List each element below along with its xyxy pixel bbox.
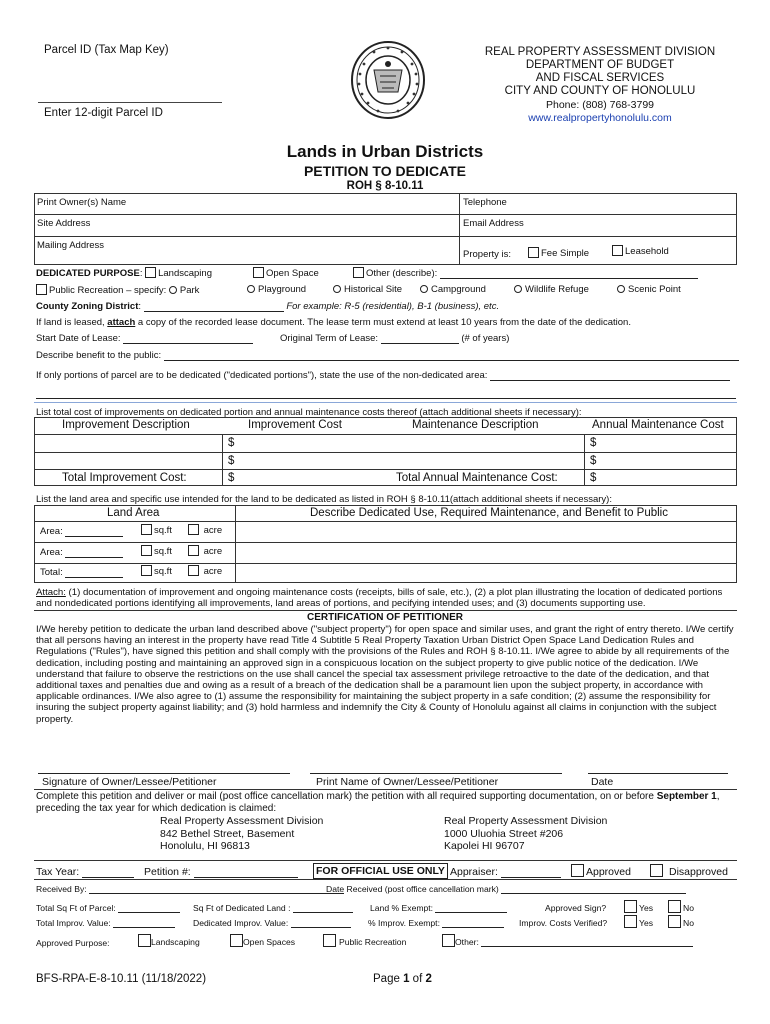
start-date-label: Start Date of Lease: (36, 333, 121, 344)
improvement-cost-cell-2[interactable]: $ (228, 455, 235, 467)
campground-label: Campground (431, 284, 486, 295)
owner-name-field[interactable]: Print Owner(s) Name (37, 197, 127, 208)
total-maintenance-cell[interactable]: $ (590, 472, 597, 484)
parcel-id-input[interactable] (38, 102, 222, 103)
sqft-label-total: sq.ft (154, 566, 172, 577)
address1-line2: 842 Bethel Street, Basement (160, 827, 295, 840)
dedicated-portions-input[interactable] (490, 380, 730, 381)
lease-note-post: a copy of the recorded lease document. The lease term must extend at least 10 years from the date of the dedication. (137, 317, 631, 328)
attach-note (36, 587, 736, 610)
other-purpose-checkbox[interactable] (353, 267, 364, 278)
approved-sign-no-label: No (683, 903, 694, 913)
certification-heading: CERTIFICATION OF PETITIONER (307, 612, 463, 623)
landscaping-checkbox[interactable] (145, 267, 156, 278)
zoning-district-input[interactable] (144, 311, 284, 312)
total-improv-value-input[interactable] (113, 927, 175, 928)
acre-label-1: acre (203, 525, 223, 536)
appraiser-input[interactable] (501, 877, 561, 878)
page-label: Page (373, 973, 400, 985)
site-address-field[interactable]: Site Address (37, 218, 91, 229)
honolulu-address (160, 815, 323, 853)
total-sqft-parcel-input[interactable] (118, 912, 180, 913)
original-term-label: Original Term of Lease: (280, 333, 379, 344)
address2-line1: Real Property Assessment Division (444, 815, 608, 827)
sqft-checkbox-1[interactable] (141, 524, 152, 535)
approved-sign-yes-checkbox[interactable] (624, 900, 637, 913)
address2-line2: 1000 Uluohia Street #206 (444, 827, 564, 840)
approved-checkbox[interactable] (571, 864, 584, 877)
annual-maintenance-header: Annual Maintenance Cost (592, 419, 724, 431)
form-subtitle: PETITION TO DEDICATE (303, 163, 467, 179)
received-by-label: Received By: (36, 884, 87, 894)
city-name: CITY AND COUNTY OF HONOLULU (504, 85, 696, 97)
total-improvement-label: Total Improvement Cost: (62, 472, 187, 484)
improv-exempt-label: % Improv. Exempt: (368, 918, 440, 928)
improv-verified-yes-label: Yes (639, 918, 654, 928)
submit-deadline: September 1 (656, 791, 717, 802)
acre-label-total: acre (203, 566, 223, 577)
official-use-banner: FOR OFFICIAL USE ONLY (313, 863, 448, 879)
official-row-divider (34, 879, 737, 880)
other-purpose-input[interactable] (440, 278, 698, 279)
address2-line3: Kapolei HI 96707 (444, 840, 525, 852)
kapolei-address (444, 815, 607, 853)
roh-reference: ROH § 8-10.11 (346, 180, 424, 192)
landscaping-label: Landscaping (158, 268, 212, 279)
total-improv-value-label: Total Improv. Value: (36, 918, 111, 928)
approved-purpose-label: Approved Purpose: (36, 938, 110, 948)
dedicated-improv-value-label: Dedicated Improv. Value: (193, 918, 289, 928)
total-maintenance-label: Total Annual Maintenance Cost: (396, 472, 558, 484)
approved-open-spaces-label: Open Spaces (243, 937, 296, 947)
approved-other-label: Other: (455, 937, 479, 947)
lease-note-pre: If land is leased, (36, 317, 105, 328)
date-received-input[interactable] (501, 893, 686, 894)
land-area-header: Land Area (107, 507, 160, 519)
total-sqft-parcel-label: Total Sq Ft of Parcel: (36, 903, 116, 913)
submit-text: Complete this petition and deliver or mail (post office cancellation mark) the petition with all required supporting documentation, on or before (36, 791, 654, 802)
total-area-input[interactable] (65, 577, 123, 578)
leasehold-label: Leasehold (625, 246, 669, 257)
section-divider (34, 402, 737, 403)
tax-year-input[interactable] (82, 877, 134, 878)
open-space-checkbox[interactable] (253, 267, 264, 278)
tax-year-label: Tax Year: (36, 866, 80, 878)
area-label-2: Area: (40, 547, 63, 558)
park-label: Park (179, 285, 200, 296)
zoning-district-label: County Zoning District (36, 301, 139, 312)
playground-radio[interactable] (247, 285, 255, 293)
improv-verified-no-checkbox[interactable] (668, 915, 681, 928)
date-label: Date (591, 776, 614, 788)
acre-label-2: acre (203, 546, 223, 557)
phone-number: Phone: (808) 768-3799 (546, 99, 654, 111)
land-exempt-input[interactable] (435, 912, 507, 913)
open-space-label: Open Space (266, 268, 319, 279)
page-indicator (373, 973, 432, 985)
mailing-address-field[interactable]: Mailing Address (37, 240, 105, 251)
approved-sign-label: Approved Sign? (545, 903, 607, 913)
improv-verified-yes-checkbox[interactable] (624, 915, 637, 928)
page-of: of (412, 973, 423, 985)
department-line1: DEPARTMENT OF BUDGET (525, 59, 675, 71)
property-is-label: Property is: (463, 249, 512, 260)
acre-checkbox-1[interactable] (188, 524, 199, 535)
certification-divider (34, 610, 737, 611)
sqft-dedicated-input[interactable] (293, 912, 353, 913)
form-id: BFS-RPA-E-8-10.11 (11/18/2022) (36, 973, 207, 985)
submission-instructions (36, 791, 736, 814)
address1-line3: Honolulu, HI 96813 (160, 840, 250, 852)
attach-label: Attach: (36, 587, 66, 598)
page-number: 1 (403, 973, 410, 985)
sqft-checkbox-total[interactable] (141, 565, 152, 576)
attach-text: (1) documentation of improvement and ongoing maintenance costs (receipts, bills of sale, etc.), (2) a plot plan illustrating the location of dedicated portions and nondedicated portions identifying all improvements, land areas of portions, and pecifying intended uses; and (3) documents supporting use. (36, 587, 723, 610)
lease-attach-emphasis: attach (107, 317, 136, 328)
zoning-example: For example: R-5 (residential), B-1 (business), etc. (286, 301, 500, 312)
approved-other-input[interactable] (481, 946, 693, 947)
disapproved-checkbox[interactable] (650, 864, 663, 877)
dedicated-purpose-label: DEDICATED PURPOSE (36, 268, 140, 279)
fee-simple-label: Fee Simple (541, 248, 590, 259)
maintenance-description-header: Maintenance Description (412, 419, 539, 431)
original-term-input[interactable] (381, 343, 459, 344)
campground-radio[interactable] (420, 285, 428, 293)
scenic-point-radio[interactable] (617, 285, 625, 293)
sqft-label-1: sq.ft (154, 525, 172, 536)
playground-label: Playground (258, 284, 307, 295)
division-name: REAL PROPERTY ASSESSMENT DIVISION (484, 46, 716, 58)
public-benefit-input[interactable] (164, 360, 739, 361)
certification-text: I/We hereby petition to dedicate the urban land described above ("subject property") for open space and similar uses, and grant the right of entry thereto. I/We certify that all persons having an interest in the property have read Title 4 Subtitle 5 Real Property Taxation Urban District Open Space Land Dedication Rules and Regulations ("Rules"), have signed this petition and shall comply with the provisions of the Rules and ROH § 8-10.11. I/We agree to abide by all requirements of the dedication, including posting and maintaining an approved sign in a conspicuous location on the subject property to give public notice of the dedication. I/We understand that failure to observe the restrictions on the use shall cancel the special tax assessment privilege retroactive to the date of the dedication, and that additional taxes and penalties due and owing as a result of a breach of the dedication shall be a paramount lien upon the subject property, in accordance with applicable ordinances. I/We also agree to (1) assume the responsibility for maintaining the subject property in a safe condition; (2) assume the responsibility for insuring the subject property against liability; and (3) hold harmless and indemnify the City & County of Honolulu against all claims in conjunction with the subject property. (36, 624, 734, 725)
telephone-field[interactable]: Telephone (463, 197, 507, 208)
address1-line1: Real Property Assessment Division (160, 815, 324, 827)
approved-other-checkbox[interactable] (442, 934, 455, 947)
land-intro: List the land area and specific use intended for the land to be dedicated as listed in ROH § 8-10.11(attach additional sheets if necessary): (36, 494, 612, 505)
approved-landscaping-checkbox[interactable] (138, 934, 151, 947)
improvement-description-header: Improvement Description (62, 419, 190, 431)
official-top-divider (34, 860, 737, 861)
website-link[interactable]: www.realpropertyhonolulu.com (528, 112, 672, 124)
scenic-point-label: Scenic Point (628, 284, 681, 295)
petition-number-input[interactable] (194, 877, 298, 878)
wildlife-refuge-radio[interactable] (514, 285, 522, 293)
dedicated-improv-value-input[interactable] (291, 927, 351, 928)
email-field[interactable]: Email Address (463, 218, 524, 229)
department-line2: AND FISCAL SERVICES (535, 72, 665, 84)
parcel-id-label: Parcel ID (Tax Map Key) (44, 44, 169, 56)
improvement-cost-cell-1[interactable]: $ (228, 437, 235, 449)
date-received-label: Date Received (post office cancellation mark) (326, 884, 499, 894)
approved-landscaping-label: Landscaping (151, 937, 200, 947)
years-label: (# of years) (461, 333, 510, 344)
page-total: 2 (425, 973, 432, 985)
submit-text-post: , preceding the tax year for which dedication is claimed: (36, 791, 720, 814)
wildlife-refuge-label: Wildlife Refuge (525, 284, 589, 295)
other-purpose-label: Other (describe): (366, 268, 438, 279)
land-exempt-label: Land % Exempt: (370, 903, 434, 913)
sqft-label-2: sq.ft (154, 546, 172, 557)
improv-exempt-input[interactable] (442, 927, 504, 928)
dedicated-use-header: Describe Dedicated Use, Required Maintenance, and Benefit to Public (310, 507, 668, 519)
date-input[interactable] (588, 773, 728, 774)
leasehold-checkbox[interactable] (612, 245, 623, 256)
improv-verified-no-label: No (683, 918, 694, 928)
area-input-2[interactable] (65, 557, 123, 558)
area-label-1: Area: (40, 526, 63, 537)
approved-sign-no-checkbox[interactable] (668, 900, 681, 913)
fee-simple-checkbox[interactable] (528, 247, 539, 258)
historical-site-radio[interactable] (333, 285, 341, 293)
improvements-intro: List total cost of improvements on dedicated portion and annual maintenance costs thereof (attach additional sheets if necessary): (36, 407, 582, 418)
public-recreation-checkbox[interactable] (36, 284, 47, 295)
total-improvement-cell[interactable]: $ (228, 472, 235, 484)
approved-sign-yes-label: Yes (639, 903, 654, 913)
public-recreation-label: Public Recreation – specify: (49, 285, 167, 296)
signature-input[interactable] (38, 773, 290, 774)
print-name-input[interactable] (310, 773, 562, 774)
acre-checkbox-total[interactable] (188, 565, 199, 576)
print-name-label: Print Name of Owner/Lessee/Petitioner (316, 776, 499, 788)
improvement-cost-header: Improvement Cost (248, 419, 342, 431)
area-input-1[interactable] (65, 536, 123, 537)
approved-public-rec-checkbox[interactable] (323, 934, 336, 947)
public-benefit-label: Describe benefit to the public: (36, 350, 162, 361)
form-title: Lands in Urban Districts (286, 142, 484, 161)
city-seal-icon (350, 40, 426, 120)
total-area-label: Total: (40, 567, 63, 578)
historical-site-label: Historical Site (344, 284, 403, 295)
acre-checkbox-2[interactable] (188, 545, 199, 556)
maintenance-cost-cell-1[interactable]: $ (590, 437, 597, 449)
approved-public-rec-label: Public Recreation (339, 937, 407, 947)
appraiser-label: Appraiser: (450, 866, 498, 878)
petition-number-label: Petition #: (144, 866, 191, 878)
improv-verified-label: Improv. Costs Verified? (519, 918, 608, 928)
park-radio[interactable] (169, 286, 177, 294)
approved-open-spaces-checkbox[interactable] (230, 934, 243, 947)
received-by-input[interactable] (89, 893, 344, 894)
approved-label: Approved (586, 866, 631, 878)
dedicated-portions-label: If only portions of parcel are to be dedicated ("dedicated portions"), state the use of the non-dedicated area: (36, 370, 488, 381)
submit-divider (34, 789, 737, 790)
start-date-input[interactable] (123, 343, 253, 344)
dedicated-portions-input-line2[interactable] (36, 398, 736, 399)
sqft-checkbox-2[interactable] (141, 545, 152, 556)
signature-label: Signature of Owner/Lessee/Petitioner (42, 776, 217, 788)
parcel-id-hint: Enter 12-digit Parcel ID (44, 107, 163, 119)
disapproved-label: Disapproved (669, 866, 728, 878)
sqft-dedicated-label: Sq Ft of Dedicated Land : (193, 903, 291, 913)
maintenance-cost-cell-2[interactable]: $ (590, 455, 597, 467)
